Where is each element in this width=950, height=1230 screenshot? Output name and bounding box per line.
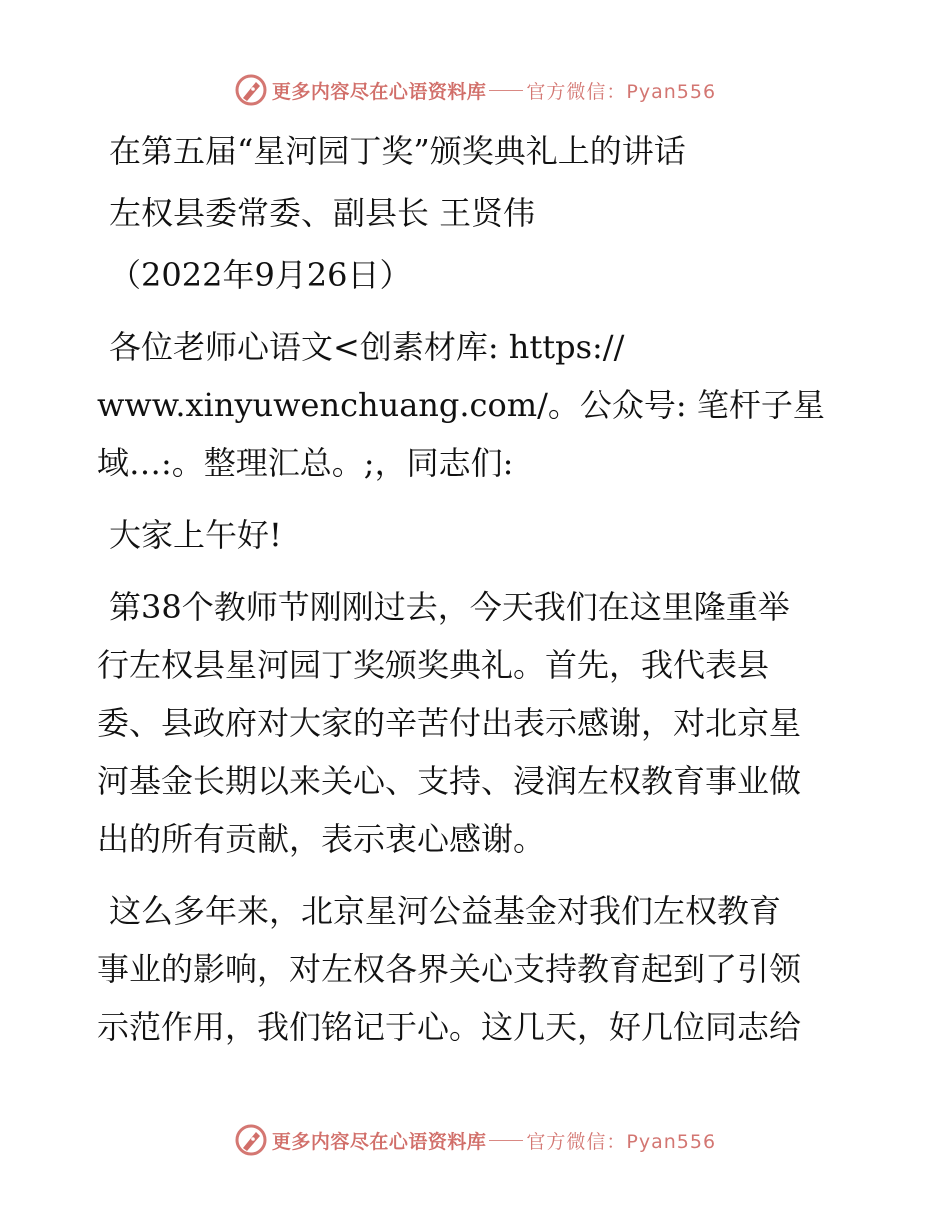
greeting-line: 大家上午好! xyxy=(109,516,282,554)
document-date: （2022年9月26日） xyxy=(109,256,412,294)
paragraph-line: 这么多年来，北京星河公益基金对我们左权教育 xyxy=(109,892,782,930)
document-body xyxy=(97,122,857,1070)
watermark-secondary-text: 官方微信：Pyan556 xyxy=(526,80,717,103)
paragraph-line: 示范作用，我们铭记于心。这几天，好几位同志给 xyxy=(97,1008,802,1046)
document-title: 在第五届“星河园丁奖”颁奖典礼上的讲话 xyxy=(109,132,686,170)
watermark-main-text: 更多内容尽在心语资料库 xyxy=(271,1130,487,1153)
paragraph-2 xyxy=(97,882,857,1056)
paragraph-line: 行左权县星河园丁奖颁奖典礼。首先，我代表县 xyxy=(97,646,770,684)
paragraph-line: 第38个教师节刚刚过去，今天我们在这里隆重举 xyxy=(109,588,790,626)
paragraph-line: 委、县政府对大家的辛苦付出表示感谢，对北京星 xyxy=(97,704,802,742)
watermark-separator xyxy=(489,90,523,91)
salutation-line: 域…:。整理汇总。;，同志们: xyxy=(97,444,514,482)
watermark-header xyxy=(0,72,950,108)
paragraph-line: 河基金长期以来关心、支持、浸润左权教育事业做 xyxy=(97,762,802,800)
watermark-main-text: 更多内容尽在心语资料库 xyxy=(271,80,487,103)
watermark-footer xyxy=(0,1122,950,1158)
paragraph-line: 事业的影响，对左权各界关心支持教育起到了引领 xyxy=(97,950,802,988)
salutation-line: 各位老师心语文<创素材库: https:// xyxy=(109,328,625,366)
pen-nib-icon xyxy=(234,1123,268,1157)
salutation-line: www.xinyuwenchuang.com/。公众号: 笔杆子星 xyxy=(97,386,825,424)
paragraph-line: 出的所有贡献，表示衷心感谢。 xyxy=(97,820,546,858)
greeting-paragraph xyxy=(97,506,857,564)
paragraph-1 xyxy=(97,578,857,868)
watermark-separator xyxy=(489,1140,523,1141)
salutation xyxy=(97,318,857,492)
document-speaker: 左权县委常委、副县长 王贤伟 xyxy=(109,194,536,232)
pen-nib-icon xyxy=(234,73,268,107)
watermark-secondary-text: 官方微信：Pyan556 xyxy=(526,1130,717,1153)
